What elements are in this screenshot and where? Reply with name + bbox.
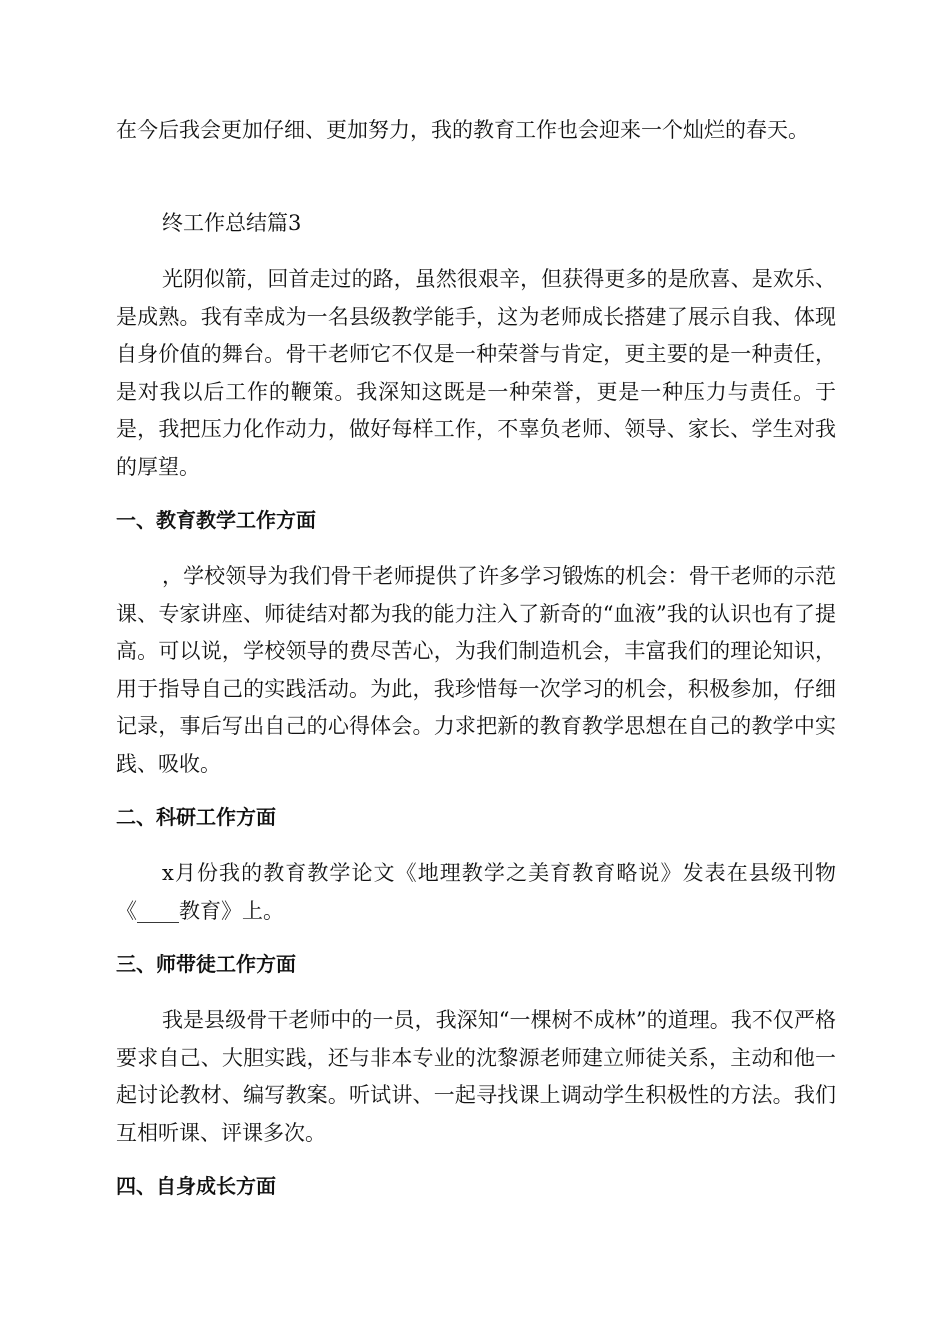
heading-research-work: 二、科研工作方面 [116, 805, 276, 829]
heading-self-growth: 四、自身成长方面 [116, 1174, 276, 1198]
paragraph-mentoring-work: 我是县级骨干老师中的一员，我深知“一棵树不成林”的道理。我不仅严格要求自己、大胆实践，还与非本专业的沈黎源老师建立师徒关系，主动和他一起讨论教材、编写教案。听试讲、一起寻找课上调动学生积极性的方法。我们互相听课、评课多次。 [116, 1008, 836, 1145]
paragraph-research-work: x月份我的教育教学论文《地理教学之美育教育略说》发表在县级刊物《____教育》上。 [116, 861, 836, 923]
heading-teaching-work: 一、教育教学工作方面 [116, 508, 316, 532]
heading-mentoring-work: 三、师带徒工作方面 [116, 952, 296, 976]
paragraph-teaching-work: ，学校领导为我们骨干老师提供了许多学习锻炼的机会：骨干老师的示范课、专家讲座、师徒结对都为我的能力注入了新奇的“血液”我的认识也有了提高。可以说，学校领导的费尽苦心，为我们制造机会，丰富我们的理论知识，用于指导自己的实践活动。为此，我珍惜每一次学习的机会，积极参加，仔细记录，事后写出自己的心得体会。力求把新的教育教学思想在自己的教学中实践、吸收。 [116, 564, 836, 776]
intro-continuation-paragraph: 在今后我会更加仔细、更加努力，我的教育工作也会迎来一个灿烂的春天。 [116, 118, 809, 142]
opening-paragraph: 光阴似箭，回首走过的路，虽然很艰辛，但获得更多的是欣喜、是欢乐、是成熟。我有幸成为一名县级教学能手，这为老师成长搭建了展示自我、体现自身价值的舞台。骨干老师它不仅是一种荣誉与肯定，更主要的是一种责任，是对我以后工作的鞭策。我深知这既是一种荣誉，更是一种压力与责任。于是，我把压力化作动力，做好每样工作，不辜负老师、领导、家长、学生对我的厚望。 [116, 267, 836, 479]
section-title: 终工作总结篇3 [162, 211, 302, 235]
